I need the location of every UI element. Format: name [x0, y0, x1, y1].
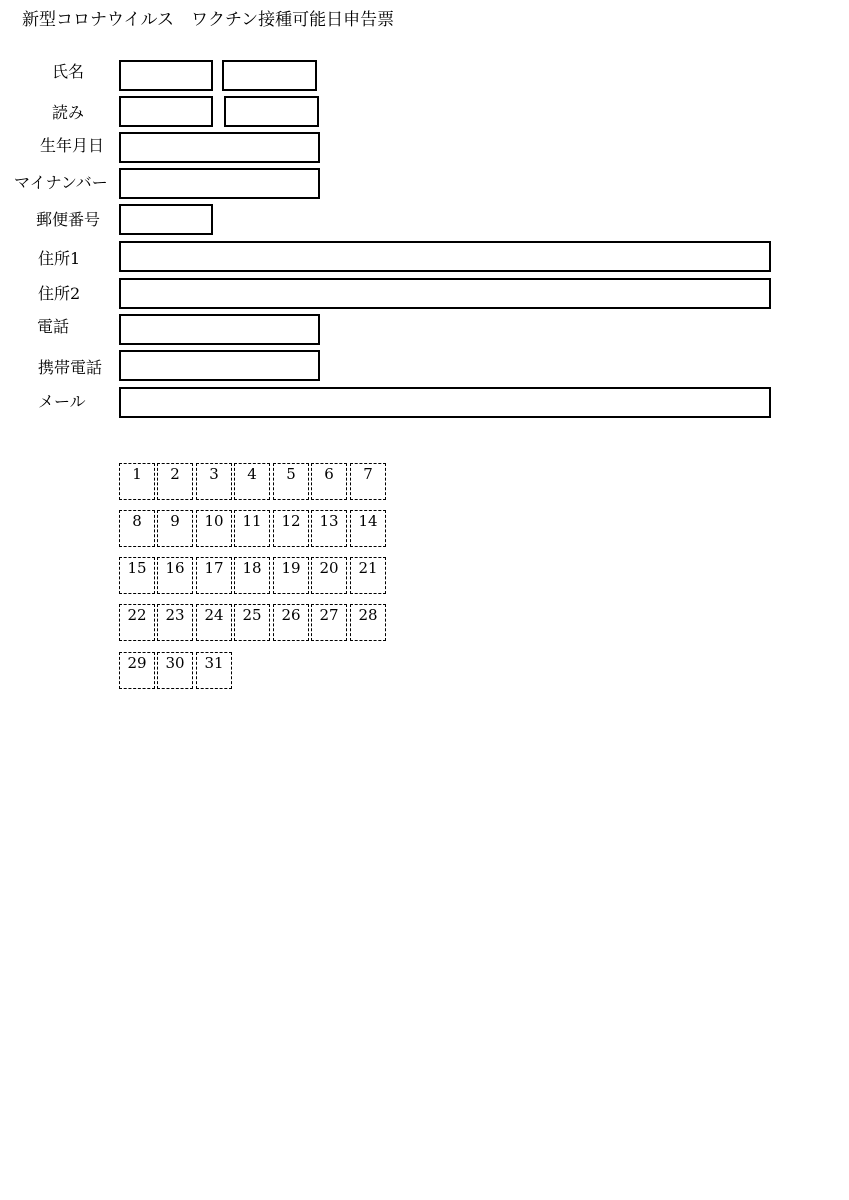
day-cell-9[interactable]: 9	[157, 510, 193, 547]
day-cell-24[interactable]: 24	[196, 604, 232, 641]
mobile-phone-input[interactable]	[119, 350, 320, 381]
reading-label: 読み	[52, 103, 85, 122]
day-cell-4[interactable]: 4	[234, 463, 270, 500]
address2-input[interactable]	[119, 278, 771, 309]
my-number-input[interactable]	[119, 168, 320, 199]
name-label: 氏名	[52, 62, 85, 81]
day-cell-20[interactable]: 20	[311, 557, 347, 594]
address2-label: 住所2	[38, 284, 81, 303]
postal-code-label: 郵便番号	[36, 210, 101, 229]
day-cell-14[interactable]: 14	[350, 510, 386, 547]
day-cell-28[interactable]: 28	[350, 604, 386, 641]
address1-label: 住所1	[38, 249, 81, 268]
email-input[interactable]	[119, 387, 771, 418]
day-cell-2[interactable]: 2	[157, 463, 193, 500]
form-title: 新型コロナウイルス ワクチン接種可能日申告票	[22, 10, 395, 30]
birthdate-label: 生年月日	[40, 136, 105, 155]
day-cell-21[interactable]: 21	[350, 557, 386, 594]
phone-input[interactable]	[119, 314, 320, 345]
mobile-phone-label: 携帯電話	[38, 358, 103, 377]
day-cell-27[interactable]: 27	[311, 604, 347, 641]
email-label: メール	[38, 392, 86, 411]
phone-label: 電話	[37, 317, 70, 336]
day-cell-5[interactable]: 5	[273, 463, 309, 500]
birthdate-input[interactable]	[119, 132, 320, 163]
day-cell-18[interactable]: 18	[234, 557, 270, 594]
day-cell-31[interactable]: 31	[196, 652, 232, 689]
last-name-input[interactable]	[119, 60, 213, 91]
day-cell-6[interactable]: 6	[311, 463, 347, 500]
day-cell-16[interactable]: 16	[157, 557, 193, 594]
first-name-input[interactable]	[222, 60, 317, 91]
postal-code-input[interactable]	[119, 204, 213, 235]
day-cell-11[interactable]: 11	[234, 510, 270, 547]
day-cell-26[interactable]: 26	[273, 604, 309, 641]
day-cell-23[interactable]: 23	[157, 604, 193, 641]
day-cell-29[interactable]: 29	[119, 652, 155, 689]
day-cell-10[interactable]: 10	[196, 510, 232, 547]
day-cell-25[interactable]: 25	[234, 604, 270, 641]
day-cell-15[interactable]: 15	[119, 557, 155, 594]
day-cell-12[interactable]: 12	[273, 510, 309, 547]
day-cell-13[interactable]: 13	[311, 510, 347, 547]
day-cell-30[interactable]: 30	[157, 652, 193, 689]
my-number-label: マイナンバー	[14, 173, 108, 192]
day-cell-17[interactable]: 17	[196, 557, 232, 594]
last-name-reading-input[interactable]	[119, 96, 213, 127]
first-name-reading-input[interactable]	[224, 96, 319, 127]
day-cell-1[interactable]: 1	[119, 463, 155, 500]
day-cell-22[interactable]: 22	[119, 604, 155, 641]
day-cell-19[interactable]: 19	[273, 557, 309, 594]
day-cell-3[interactable]: 3	[196, 463, 232, 500]
address1-input[interactable]	[119, 241, 771, 272]
day-cell-8[interactable]: 8	[119, 510, 155, 547]
day-cell-7[interactable]: 7	[350, 463, 386, 500]
